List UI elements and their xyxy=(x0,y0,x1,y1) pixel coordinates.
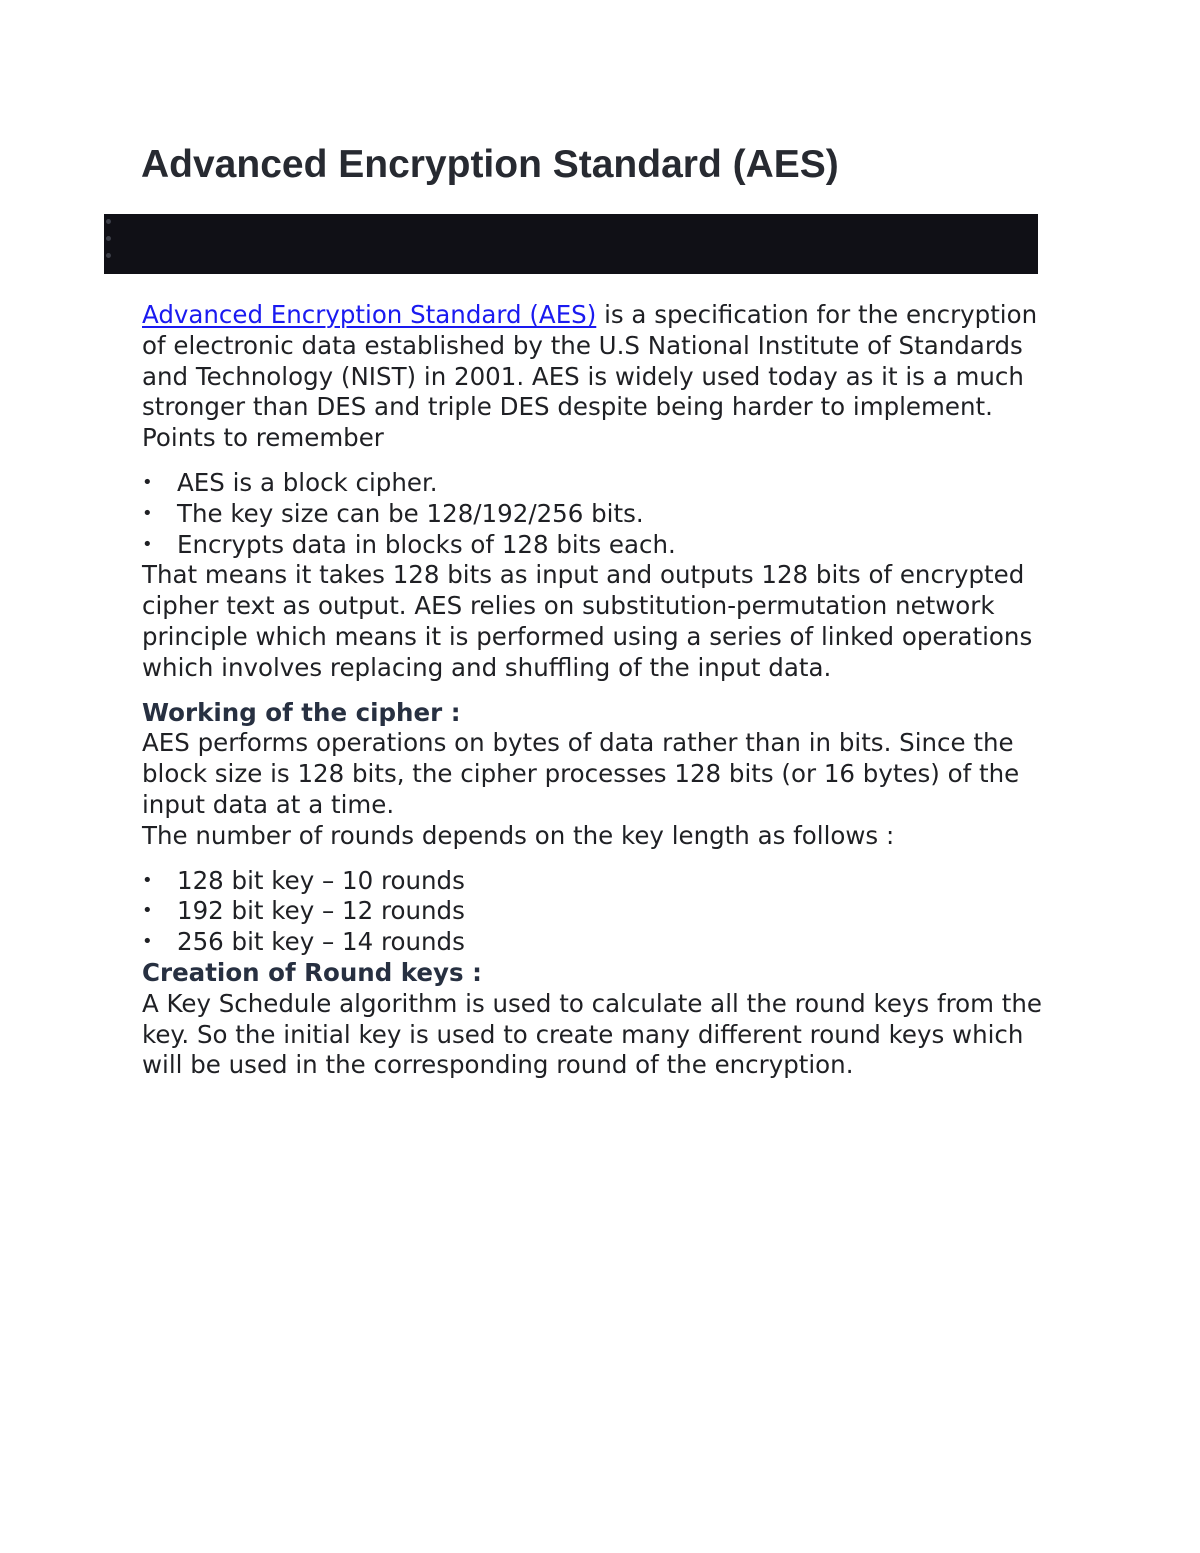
explanation-paragraph: That means it takes 128 bits as input and outputs 128 bits of encrypted cipher text as output. AES relies on substitution-permutation network principle which means it is performed using a series of linked operations which involves replacing and shuffling of the input data. xyxy=(142,560,1033,682)
list-item: • 192 bit key – 12 rounds xyxy=(142,896,1062,927)
page-title: Advanced Encryption Standard (AES) xyxy=(141,143,839,186)
points-heading: Points to remember xyxy=(142,423,384,453)
dark-banner xyxy=(104,214,1038,274)
working-paragraph: AES performs operations on bytes of data rather than in bits. Since the block size is 128 bits, the cipher processes 128 bits (or 16 bytes) of the input data at a time. xyxy=(142,728,1020,819)
intro-paragraph xyxy=(142,300,1062,423)
list-item: • The key size can be 128/192/256 bits. xyxy=(142,499,1062,530)
list-item: • AES is a block cipher. xyxy=(142,468,1062,499)
list-item: • Encrypts data in blocks of 128 bits each. xyxy=(142,530,1062,561)
aes-link[interactable]: Advanced Encryption Standard (AES) xyxy=(142,300,597,329)
dot xyxy=(106,219,111,224)
list-item: • 256 bit key – 14 rounds xyxy=(142,927,1062,958)
intro-text: is a specification for the encryption of electronic data established by the U.S National Institute of Standards and Technology (NIST) in 2001. AES is widely used today as it is a much stronger than DES and triple DES despite being harder to implement. xyxy=(142,300,1038,422)
round-keys-heading: Creation of Round keys : xyxy=(142,957,482,987)
list-item: • 128 bit key – 10 rounds xyxy=(142,866,1062,897)
working-heading: Working of the cipher : xyxy=(142,697,461,727)
dot xyxy=(106,253,111,258)
rounds-intro: The number of rounds depends on the key length as follows : xyxy=(142,820,895,850)
rounds-list xyxy=(142,866,1062,958)
banner-dots-icon xyxy=(106,219,112,258)
points-list xyxy=(142,468,1062,560)
round-keys-paragraph: A Key Schedule algorithm is used to calculate all the round keys from the key. So the initial key is used to create many different round keys which will be used in the corresponding round of the encryption. xyxy=(142,988,1042,1080)
article-body xyxy=(142,300,1062,1081)
dot xyxy=(106,236,111,241)
